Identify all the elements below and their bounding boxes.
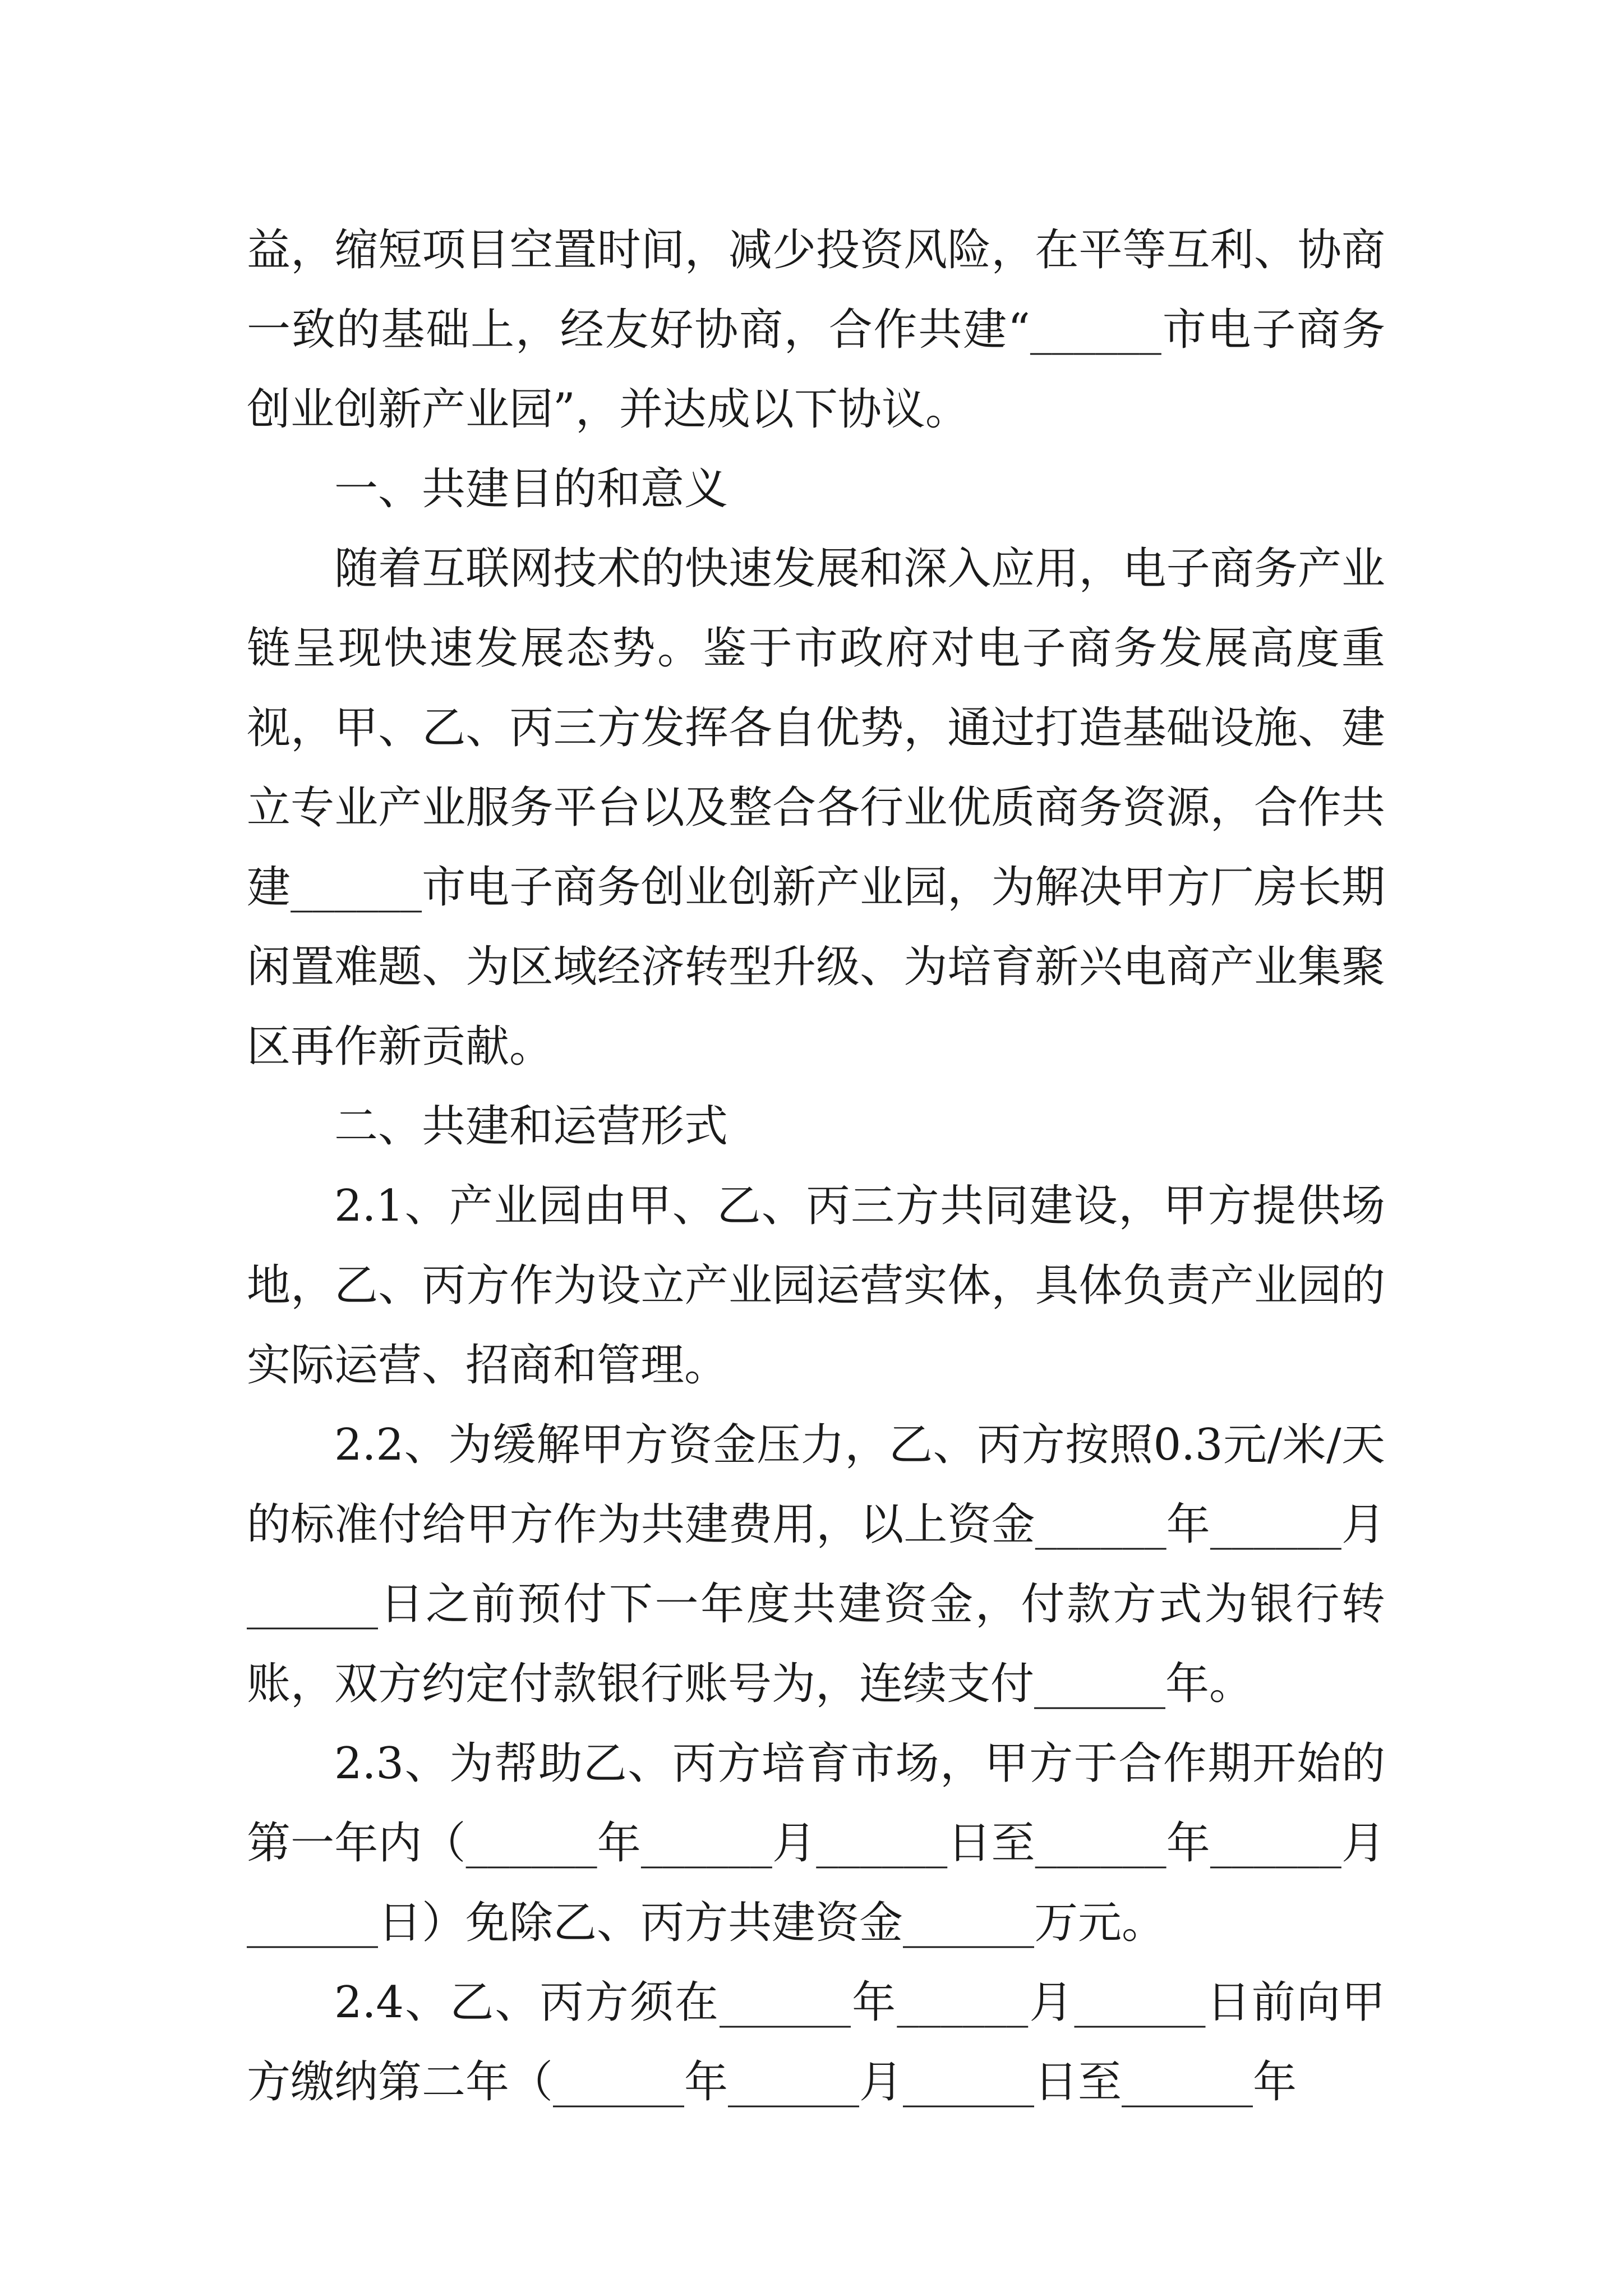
clause-2-3: 2.3、为帮助乙、丙方培育市场，甲方于合作期开始的第一年内（______年______月______日至______年______月______日）免除乙、丙方共建资金______万元。 bbox=[247, 1738, 1385, 1948]
clause-2-2: 2.2、为缓解甲方资金压力，乙、丙方按照0.3元/米/天的标准付给甲方作为共建费用，以上资金______年______月______日之前预付下一年度共建资金，付款方式为银行转账，双方约定付款银行账号为，连续支付______年。 bbox=[247, 1420, 1385, 1709]
paragraph-intro-continued: 益，缩短项目空置时间，减少投资风险，在平等互利、协商一致的基础上，经友好协商，合作共建“______市电子商务创业创新产业园”，并达成以下协议。 bbox=[247, 225, 1385, 435]
paragraph-purpose: 随着互联网技术的快速发展和深入应用，电子商务产业链呈现快速发展态势。鉴于市政府对电子商务发展高度重视，甲、乙、丙三方发挥各自优势，通过打造基础设施、建立专业产业服务平台以及整合各行业优质商务资源，合作共建______市电子商务创业创新产业园，为解决甲方厂房长期闲置难题、为区域经济转型升级、为培育新兴电商产业集聚区再作新贡献。 bbox=[247, 544, 1385, 1072]
clause-2-4: 2.4、乙、丙方须在______年______月______日前向甲方缴纳第二年（______年______月______日至______年 bbox=[247, 1977, 1385, 2108]
section-heading-1: 一、共建目的和意义 bbox=[334, 464, 728, 514]
clause-2-1: 2.1、产业园由甲、乙、丙三方共同建设，甲方提供场地，乙、丙方作为设立产业园运营实体，具体负责产业园的实际运营、招商和管理。 bbox=[247, 1181, 1385, 1391]
document-page bbox=[247, 210, 1385, 2122]
section-heading-2: 二、共建和运营形式 bbox=[334, 1101, 728, 1152]
